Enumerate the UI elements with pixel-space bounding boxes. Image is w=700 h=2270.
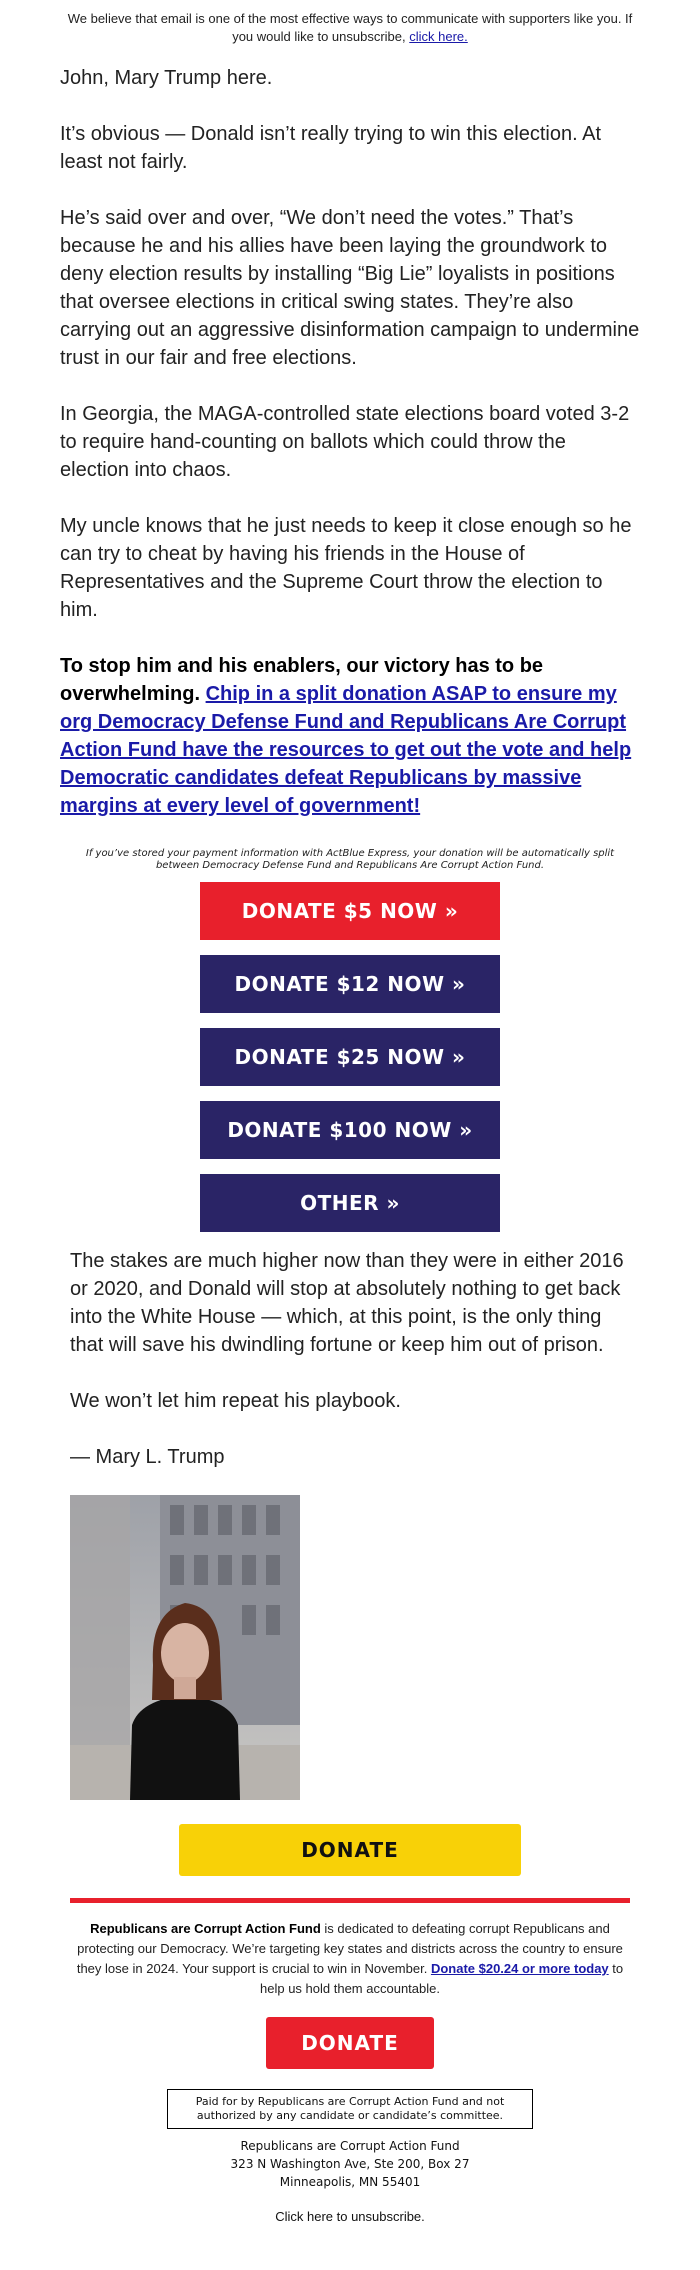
donate-5-button[interactable]: DONATE $5 NOW » xyxy=(200,882,500,940)
closing-section xyxy=(60,1247,640,1800)
paragraph-5 xyxy=(60,652,640,820)
footer-desc-text: is dedicated to defeating corrupt Republicans and protecting our Democracy. We’re targeting key states and districts across the country to ensure they lose in 2024. Your support is crucial to win in November. xyxy=(76,1921,623,1976)
donate-other-button[interactable]: OTHER » xyxy=(200,1174,500,1232)
paid-for-disclaimer: Paid for by Republicans are Corrupt Action Fund and not authorized by any candidate or candidate’s committee. xyxy=(167,2089,533,2129)
closing-paragraph-1: The stakes are much higher now than they were in either 2016 or 2020, and Donald will stop at absolutely nothing to get back into the White House — which, at this point, is the only thing that will save his dwindling fortune or keep him out of prison. xyxy=(70,1250,624,1356)
footer-description xyxy=(70,1919,630,1999)
footer-donate-link[interactable]: Donate $20.24 or more today xyxy=(430,1961,609,1976)
donate-25-button[interactable]: DONATE $25 NOW » xyxy=(200,1028,500,1086)
red-divider xyxy=(70,1898,630,1903)
unsubscribe-link[interactable]: click here. xyxy=(409,29,468,44)
footer-unsubscribe xyxy=(0,2209,700,2224)
donate-100-button[interactable]: DONATE $100 NOW » xyxy=(200,1101,500,1159)
actblue-express-note: If you’ve stored your payment information with ActBlue Express, your donation will be automatically split between Democracy Defense Fund and Republicans Are Corrupt Action Fund. xyxy=(85,848,615,871)
preheader xyxy=(60,0,640,46)
author-photo xyxy=(70,1495,300,1800)
paragraph-4: My uncle knows that he just needs to keep it close enough so he can try to cheat by having his friends in the House of Representatives and the Supreme Court throw the election to him. xyxy=(60,515,632,621)
paragraph-5-bold: To stop him and his enablers, our victory has to be overwhelming. xyxy=(60,655,544,705)
donate-red-button[interactable]: DONATE xyxy=(266,2017,434,2069)
paragraph-2: He’s said over and over, “We don’t need the votes.” That’s because he and his allies have been laying the groundwork to deny election results by installing “Big Lie” loyalists in positions that oversee elections in critical swing states. They’re also carrying out an aggressive disinformation campaign to undermine trust in our fair and free elections. xyxy=(60,207,640,369)
paragraph-1: It’s obvious — Donald isn’t really trying to win this election. At least not fairly. xyxy=(60,123,601,173)
signature: — Mary L. Trump xyxy=(70,1446,225,1468)
greeting: John, Mary Trump here. xyxy=(60,67,273,89)
paragraph-3: In Georgia, the MAGA-controlled state elections board voted 3-2 to require hand-counting on ballots which could throw the election into chaos. xyxy=(60,403,630,481)
footer-org-name: Republicans are Corrupt Action Fund xyxy=(90,1921,321,1936)
address-line-1: Republicans are Corrupt Action Fund xyxy=(240,2139,460,2153)
mailing-address xyxy=(0,2137,700,2191)
address-line-3: Minneapolis, MN 55401 xyxy=(279,2175,421,2189)
footer-unsubscribe-link[interactable]: Click here to unsubscribe. xyxy=(275,2209,425,2224)
address-line-2: 323 N Washington Ave, Ste 200, Box 27 xyxy=(230,2157,470,2171)
split-donation-link[interactable]: Chip in a split donation ASAP to ensure my org Democracy Defense Fund and Republicans Are Corrupt Action Fund have the resources to get out the vote and help Democratic candidates defeat Republicans by massive margins at every level of government! xyxy=(60,683,632,817)
preheader-text: We believe that email is one of the most effective ways to communicate with supporters like you. If you would like to unsubscribe, xyxy=(67,11,633,44)
donate-yellow-button[interactable]: DONATE xyxy=(179,1824,521,1876)
letter-body xyxy=(60,64,640,820)
closing-paragraph-2: We won’t let him repeat his playbook. xyxy=(70,1390,401,1412)
footer-desc-end: to help us hold them accountable. xyxy=(260,1961,624,1996)
donate-12-button[interactable]: DONATE $12 NOW » xyxy=(200,955,500,1013)
